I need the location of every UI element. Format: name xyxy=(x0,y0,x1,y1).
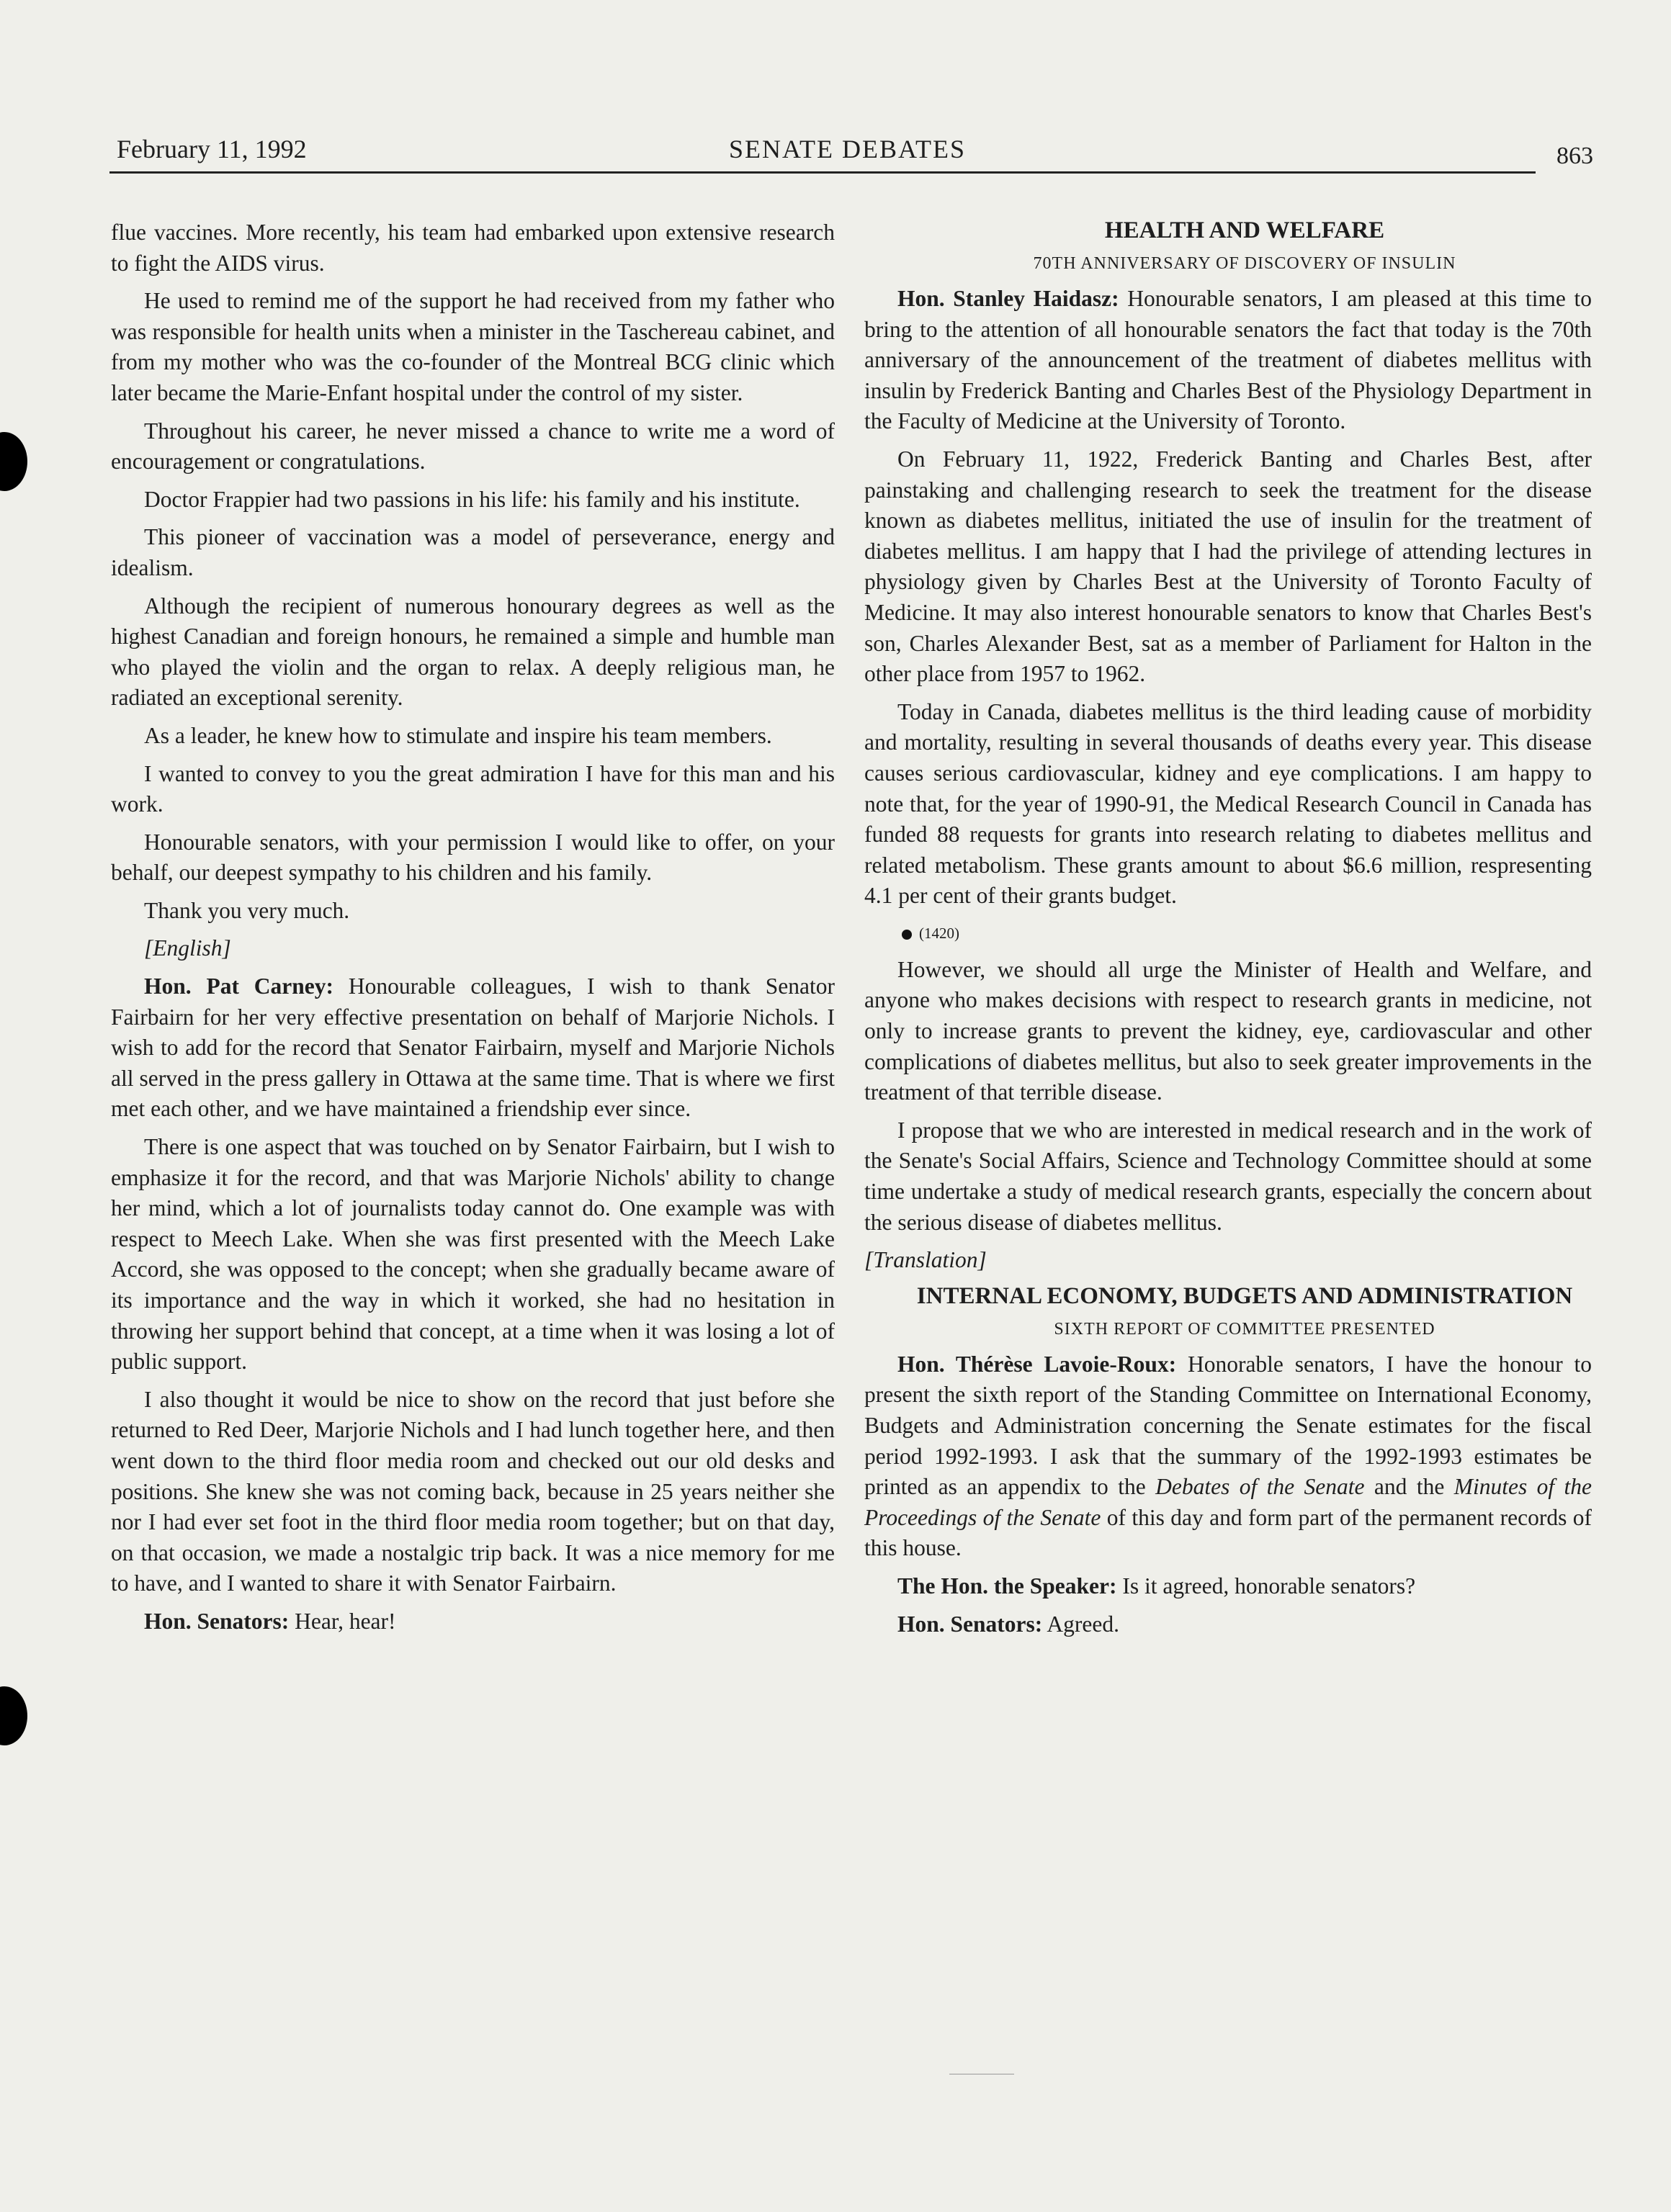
section-heading-health: HEALTH AND WELFARE xyxy=(1104,217,1385,243)
document-title: Minutes of the Proceedings of the Senate xyxy=(864,1474,1592,1530)
paragraph: There is one aspect that was touched on by Senator Fairbairn, but I wish to emphasize it for the record, and that was Marjorie Nichols' ability to change her mind, which a lot of journalists today cannot do. One example was with respect to Meech Lake. When she was first presented with the Meech Lake Accord, she was opposed to the concept; when she gradually became aware of its importance and the way in which it worked, she had no hesitation in throwing her support behind that concept, at a time when it was losing a lot of public support. xyxy=(111,1134,835,1375)
paragraph: Thank you very much. xyxy=(144,897,350,923)
lavoie-roux-speech xyxy=(864,1349,1592,1564)
speaker-name: Hon. Stanley Haidasz: xyxy=(897,286,1119,311)
bullet-dot-icon xyxy=(902,930,912,940)
senators-response xyxy=(864,1609,1592,1640)
page-header xyxy=(109,134,1593,174)
paragraph: Throughout his career, he never missed a chance to write me a word of encouragement or congratulations. xyxy=(111,418,835,475)
speech-text: Honorable senators, I have the honour to present the sixth report of the Standing Committee on International Economy, Budgets and Administration concerning the Senate estimates for the fiscal period 1992-1993. I ask that the summary of the 1992-1993 estimates be printed as an appendix to the xyxy=(864,1351,1592,1500)
speech-text: Is it agreed, honorable senators? xyxy=(1122,1573,1416,1599)
speaker-name: Hon. Senators: xyxy=(897,1611,1043,1637)
language-marker-translation: [Translation] xyxy=(864,1247,987,1273)
speech-text: Honourable colleagues, I wish to thank Senator Fairbairn for her very effective presentation on behalf of Marjorie Nichols. I wish to add for the record that Senator Fairbairn, myself and Marjorie Nichols all served in the press gallery in Ottawa at the same time. That is where we first met each other, and we have maintained a friendship ever since. xyxy=(111,974,835,1122)
paragraph: Honourable senators, with your permission I would like to offer, on your behalf, our deepest sympathy to his children and his family. xyxy=(111,829,835,886)
language-marker-english: [English] xyxy=(144,935,231,961)
time-marker xyxy=(864,919,1592,948)
senators-response xyxy=(111,1606,835,1637)
paragraph: Today in Canada, diabetes mellitus is the third leading cause of morbidity and mortality, resulting in several thousands of deaths every year. This disease causes serious cardiovascular, kidney and eye complications. I am happy to note that, for the year of 1990-91, the Medical Research Council in Canada has funded 88 requests for grants into research relating to diabetes mellitus and related metabolism. These grants amount to about $6.6 million, respresenting 4.1 per cent of their grants budget. xyxy=(864,698,1592,909)
speaker-name: Hon. Pat Carney: xyxy=(144,974,333,999)
right-column xyxy=(864,217,1592,1647)
paragraph: However, we should all urge the Minister of Health and Welfare, and anyone who makes decisions with respect to research grants in medicine, not only to increase grants to prevent the kidney, eye, cardiovascular and other complications of diabetes mellitus, but also to seek greater improvements in the treatment of that terrible disease. xyxy=(864,956,1592,1105)
left-column xyxy=(111,217,835,1645)
header-date: February 11, 1992 xyxy=(117,135,307,163)
binder-hole-bottom xyxy=(0,1686,27,1745)
header-title: SENATE DEBATES xyxy=(729,135,967,163)
haidasz-speech xyxy=(864,284,1592,437)
speech-text: of this day and form part of the permanent records of this house. xyxy=(864,1504,1592,1561)
binder-hole-top xyxy=(0,432,27,491)
section-heading-internal-economy: INTERNAL ECONOMY, BUDGETS AND ADMINISTRATION xyxy=(916,1282,1573,1309)
speech-text: and the xyxy=(1364,1474,1454,1500)
subheading-sixth-report: SIXTH REPORT OF COMMITTEE PRESENTED xyxy=(1054,1319,1435,1339)
paragraph: flue vaccines. More recently, his team had embarked upon extensive research to fight the AIDS virus. xyxy=(111,220,835,276)
speaker-name: Hon. Thérèse Lavoie-Roux: xyxy=(897,1351,1177,1377)
speaker-question xyxy=(864,1571,1592,1602)
paragraph: On February 11, 1922, Frederick Banting and Charles Best, after painstaking and challenging research to seek the treatment for the disease known as diabetes mellitus, initiated the use of insulin for the treatment of diabetes mellitus. I am happy that I had the privilege of attending lectures in physiology given by Charles Best at the University of Toronto Faculty of Medicine. It may also interest honourable senators to know that Charles Best's son, Charles Alexander Best, sat as a member of Parliament for Halton in the other place from 1957 to 1962. xyxy=(864,446,1592,687)
speaker-name: The Hon. the Speaker: xyxy=(897,1573,1117,1599)
paragraph: As a leader, he knew how to stimulate and inspire his team members. xyxy=(144,722,772,748)
paragraph: This pioneer of vaccination was a model of perseverance, energy and idealism. xyxy=(111,524,835,580)
paragraph: Doctor Frappier had two passions in his life: his family and his institute. xyxy=(144,486,800,512)
paragraph: He used to remind me of the support he had received from my father who was responsible for health units when a minister in the Taschereau cabinet, and from my mother who was the co-founder of the Montreal BCG clinic which later became the Marie-Enfant hospital under the control of my sister. xyxy=(111,288,835,405)
paragraph: I wanted to convey to you the great admiration I have for this man and his work. xyxy=(111,760,835,817)
speaker-name: Hon. Senators: xyxy=(144,1608,290,1634)
header-rule xyxy=(109,171,1536,174)
speech-text: Agreed. xyxy=(1047,1611,1119,1637)
paragraph: Although the recipient of numerous honourary degrees as well as the highest Canadian and foreign honours, he remained a simple and humble man who played the violin and the organ to relax. A deeply religious man, he radiated an exceptional serenity. xyxy=(111,593,835,711)
speech-text: Honourable senators, I am pleased at this time to bring to the attention of all honourable senators the fact that today is the 70th anniversary of the announcement of the treatment of diabetes mellitus with insulin by Frederick Banting and Charles Best of the Physiology Department in the Faculty of Medicine at the University of Toronto. xyxy=(864,286,1592,434)
paragraph: I also thought it would be nice to show on the record that just before she returned to Red Deer, Marjorie Nichols and I had lunch together here, and then went down to the third floor media room and checked out our old desks and positions. She knew she was not coming back, because in 25 years neither she nor I had ever set foot in the third floor media room together; but on that day, on that occasion, we made a nostalgic trip back. It was a nice memory for me to have, and I wanted to share it with Senator Fairbairn. xyxy=(111,1386,835,1596)
time-marker-text: (1420) xyxy=(919,924,959,942)
document-title: Debates of the Senate xyxy=(1155,1474,1365,1500)
subheading-insulin: 70TH ANNIVERSARY OF DISCOVERY OF INSULIN xyxy=(1033,254,1456,273)
carney-speech xyxy=(111,971,835,1125)
header-page-number: 863 xyxy=(1556,143,1593,169)
speech-text: Hear, hear! xyxy=(295,1608,396,1634)
paragraph: I propose that we who are interested in medical research and in the work of the Senate's Social Affairs, Science and Technology Committee should at some time undertake a study of medical research grants, especially the concern about the serious disease of diabetes mellitus. xyxy=(864,1117,1592,1235)
